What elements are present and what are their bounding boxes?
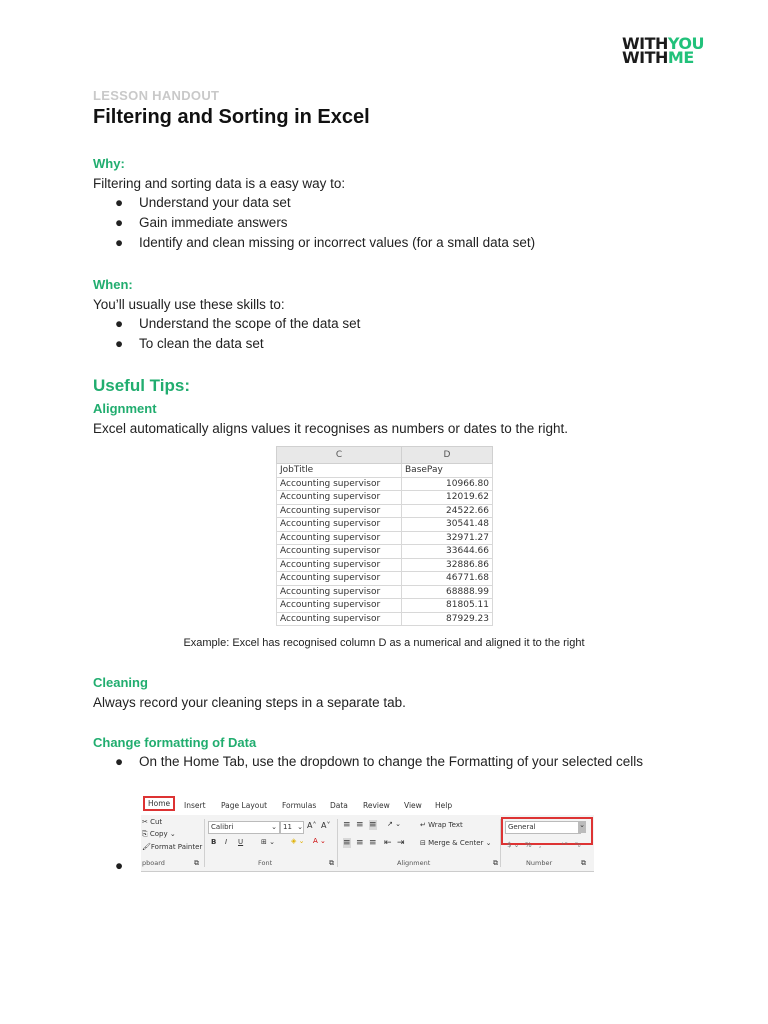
- why-heading: Why:: [93, 156, 125, 171]
- basepay-cell: 10966.80: [402, 477, 493, 491]
- jobtitle-cell: Accounting supervisor: [277, 545, 402, 559]
- table-row: [277, 572, 493, 586]
- logo-me: ME: [667, 48, 694, 67]
- withyouwithme-logo: [621, 34, 704, 67]
- number-format-dropdown[interactable]: General: [505, 821, 581, 834]
- table-row: [277, 599, 493, 613]
- basepay-cell: 30541.48: [402, 518, 493, 532]
- table-row: [277, 518, 493, 532]
- ribbon-content: [141, 815, 594, 871]
- basepay-cell: 33644.66: [402, 545, 493, 559]
- number-group-label: Number: [526, 859, 553, 867]
- basepay-cell: 68888.99: [402, 585, 493, 599]
- excel-ribbon: [141, 795, 594, 872]
- jobtitle-cell: Accounting supervisor: [277, 477, 402, 491]
- tab-review[interactable]: Review: [363, 801, 390, 810]
- orientation-icon[interactable]: ↗ ⌄: [387, 820, 401, 828]
- jobtitle-cell: Accounting supervisor: [277, 491, 402, 505]
- figure-caption: Example: Excel has recognised column D as a numerical and aligned it to the right: [183, 637, 585, 649]
- decrease-indent-icon[interactable]: ⇤: [384, 838, 392, 848]
- currency-icon[interactable]: $ ⌄: [507, 841, 520, 849]
- alignment-heading: Alignment: [93, 401, 157, 416]
- table-row: [277, 504, 493, 518]
- underline-button[interactable]: U: [238, 838, 244, 846]
- font-launcher-icon[interactable]: ⧉: [329, 859, 334, 867]
- list-item: ● Identify and clean missing or incorrect values (for a small data set): [115, 235, 536, 250]
- basepay-cell: 81805.11: [402, 599, 493, 613]
- font-name-select[interactable]: Calibri ⌄: [208, 821, 280, 834]
- field-header-basepay: BasePay: [402, 464, 493, 478]
- clipboard-group-label: pboard: [142, 859, 165, 867]
- eyebrow-label: LESSON HANDOUT: [93, 88, 220, 103]
- alignment-text: Excel automatically aligns values it recognises as numbers or dates to the right.: [93, 421, 568, 436]
- basepay-cell: 32971.27: [402, 531, 493, 545]
- copy-icon: ⎘: [142, 830, 148, 838]
- italic-button[interactable]: I: [225, 838, 228, 846]
- table-row: [277, 531, 493, 545]
- column-header-d: D: [402, 447, 493, 464]
- align-bottom-icon[interactable]: ≡: [369, 820, 377, 830]
- basepay-cell: 12019.62: [402, 491, 493, 505]
- increase-indent-icon[interactable]: ⇥: [397, 838, 405, 848]
- tab-insert[interactable]: Insert: [184, 801, 206, 810]
- logo-with: WITH: [621, 34, 668, 53]
- empty-bullet: ●: [115, 858, 124, 873]
- ribbon-tabs: [141, 795, 594, 815]
- bold-button[interactable]: B: [211, 838, 217, 846]
- list-item: ● On the Home Tab, use the dropdown to change the Formatting of your selected cells: [115, 754, 644, 769]
- ribbon-divider: [204, 819, 205, 867]
- tab-formulas[interactable]: Formulas: [282, 801, 317, 810]
- logo-you: YOU: [667, 34, 704, 53]
- jobtitle-cell: Accounting supervisor: [277, 572, 402, 586]
- formatting-list: [93, 752, 679, 772]
- clipboard-launcher-icon[interactable]: ⧉: [194, 859, 199, 867]
- table-row: [277, 545, 493, 559]
- align-top-icon[interactable]: ≡: [343, 820, 351, 830]
- tips-heading: Useful Tips:: [93, 376, 190, 395]
- why-list: [93, 193, 535, 253]
- list-item: ● To clean the data set: [115, 336, 264, 351]
- jobtitle-cell: Accounting supervisor: [277, 504, 402, 518]
- percent-icon[interactable]: %: [525, 841, 532, 849]
- alignment-launcher-icon[interactable]: ⧉: [493, 859, 498, 867]
- borders-icon[interactable]: ⊞ ⌄: [261, 838, 275, 846]
- jobtitle-cell: Accounting supervisor: [277, 558, 402, 572]
- cleaning-heading: Cleaning: [93, 675, 148, 690]
- jobtitle-cell: Accounting supervisor: [277, 585, 402, 599]
- cleaning-text: Always record your cleaning steps in a separate tab.: [93, 695, 406, 710]
- format-painter-button[interactable]: 🖌Format Painter: [142, 843, 203, 851]
- dropdown-arrow-icon[interactable]: ⌄: [578, 821, 586, 833]
- alignment-group-label: Alignment: [397, 859, 431, 867]
- cut-button[interactable]: ✂ Cut: [142, 818, 163, 826]
- increase-font-icon[interactable]: A˄: [307, 821, 317, 830]
- align-left-icon[interactable]: ≡: [343, 838, 351, 848]
- basepay-cell: 24522.66: [402, 504, 493, 518]
- table-row: [277, 585, 493, 599]
- fill-color-icon[interactable]: ◈ ⌄: [291, 837, 305, 845]
- list-item: ● Understand your data set: [115, 195, 291, 210]
- increase-decimal-icon[interactable]: ⁺⁰: [561, 841, 568, 849]
- merge-icon: ⊟: [420, 839, 426, 847]
- table-row: [277, 491, 493, 505]
- align-middle-icon[interactable]: ≡: [356, 820, 364, 830]
- table-row: [277, 558, 493, 572]
- basepay-cell: 46771.68: [402, 572, 493, 586]
- when-list: [93, 314, 360, 354]
- wrap-text-icon: ↵: [420, 821, 426, 829]
- spreadsheet-example: [276, 446, 493, 626]
- page-title: Filtering and Sorting in Excel: [93, 106, 370, 128]
- column-header-c: C: [277, 447, 402, 464]
- formatting-heading: Change formatting of Data: [93, 735, 257, 750]
- font-size-select[interactable]: 11 ⌄: [280, 821, 304, 834]
- jobtitle-cell: Accounting supervisor: [277, 531, 402, 545]
- basepay-cell: 87929.23: [402, 612, 493, 626]
- table-row: [277, 477, 493, 491]
- copy-button[interactable]: ⎘ Copy ⌄: [142, 830, 176, 838]
- align-center-icon[interactable]: ≡: [356, 838, 364, 848]
- basepay-cell: 32886.86: [402, 558, 493, 572]
- when-heading: When:: [93, 277, 133, 292]
- jobtitle-cell: Accounting supervisor: [277, 612, 402, 626]
- jobtitle-cell: Accounting supervisor: [277, 518, 402, 532]
- comma-style-icon[interactable]: ,: [539, 841, 542, 849]
- align-right-icon[interactable]: ≡: [369, 838, 377, 848]
- tab-view[interactable]: View: [404, 801, 422, 810]
- font-group-label: Font: [258, 859, 273, 867]
- list-item: ● Gain immediate answers: [115, 215, 288, 230]
- decrease-decimal-icon[interactable]: ⁰₀: [575, 841, 581, 849]
- paintbrush-icon: 🖌: [142, 843, 151, 851]
- jobtitle-cell: Accounting supervisor: [277, 599, 402, 613]
- scissors-icon: ✂: [142, 818, 148, 826]
- tab-data[interactable]: Data: [330, 801, 348, 810]
- tab-page-layout[interactable]: Page Layout: [221, 801, 268, 810]
- tab-home[interactable]: Home: [143, 796, 175, 811]
- list-item: ● Understand the scope of the data set: [115, 316, 361, 331]
- logo-with2: WITH: [621, 48, 668, 67]
- ribbon-divider: [337, 819, 338, 867]
- font-color-icon[interactable]: A ⌄: [313, 837, 326, 845]
- number-launcher-icon[interactable]: ⧉: [581, 859, 586, 867]
- tab-help[interactable]: Help: [435, 801, 453, 810]
- field-header-jobtitle: JobTitle: [277, 464, 402, 478]
- wrap-text-button[interactable]: ↵ Wrap Text: [420, 821, 463, 829]
- decrease-font-icon[interactable]: A˅: [321, 821, 331, 830]
- table-row: [277, 612, 493, 626]
- when-intro: You’ll usually use these skills to:: [93, 297, 285, 312]
- why-intro: Filtering and sorting data is a easy way to:: [93, 176, 346, 191]
- merge-center-button[interactable]: ⊟ Merge & Center ⌄: [420, 839, 492, 847]
